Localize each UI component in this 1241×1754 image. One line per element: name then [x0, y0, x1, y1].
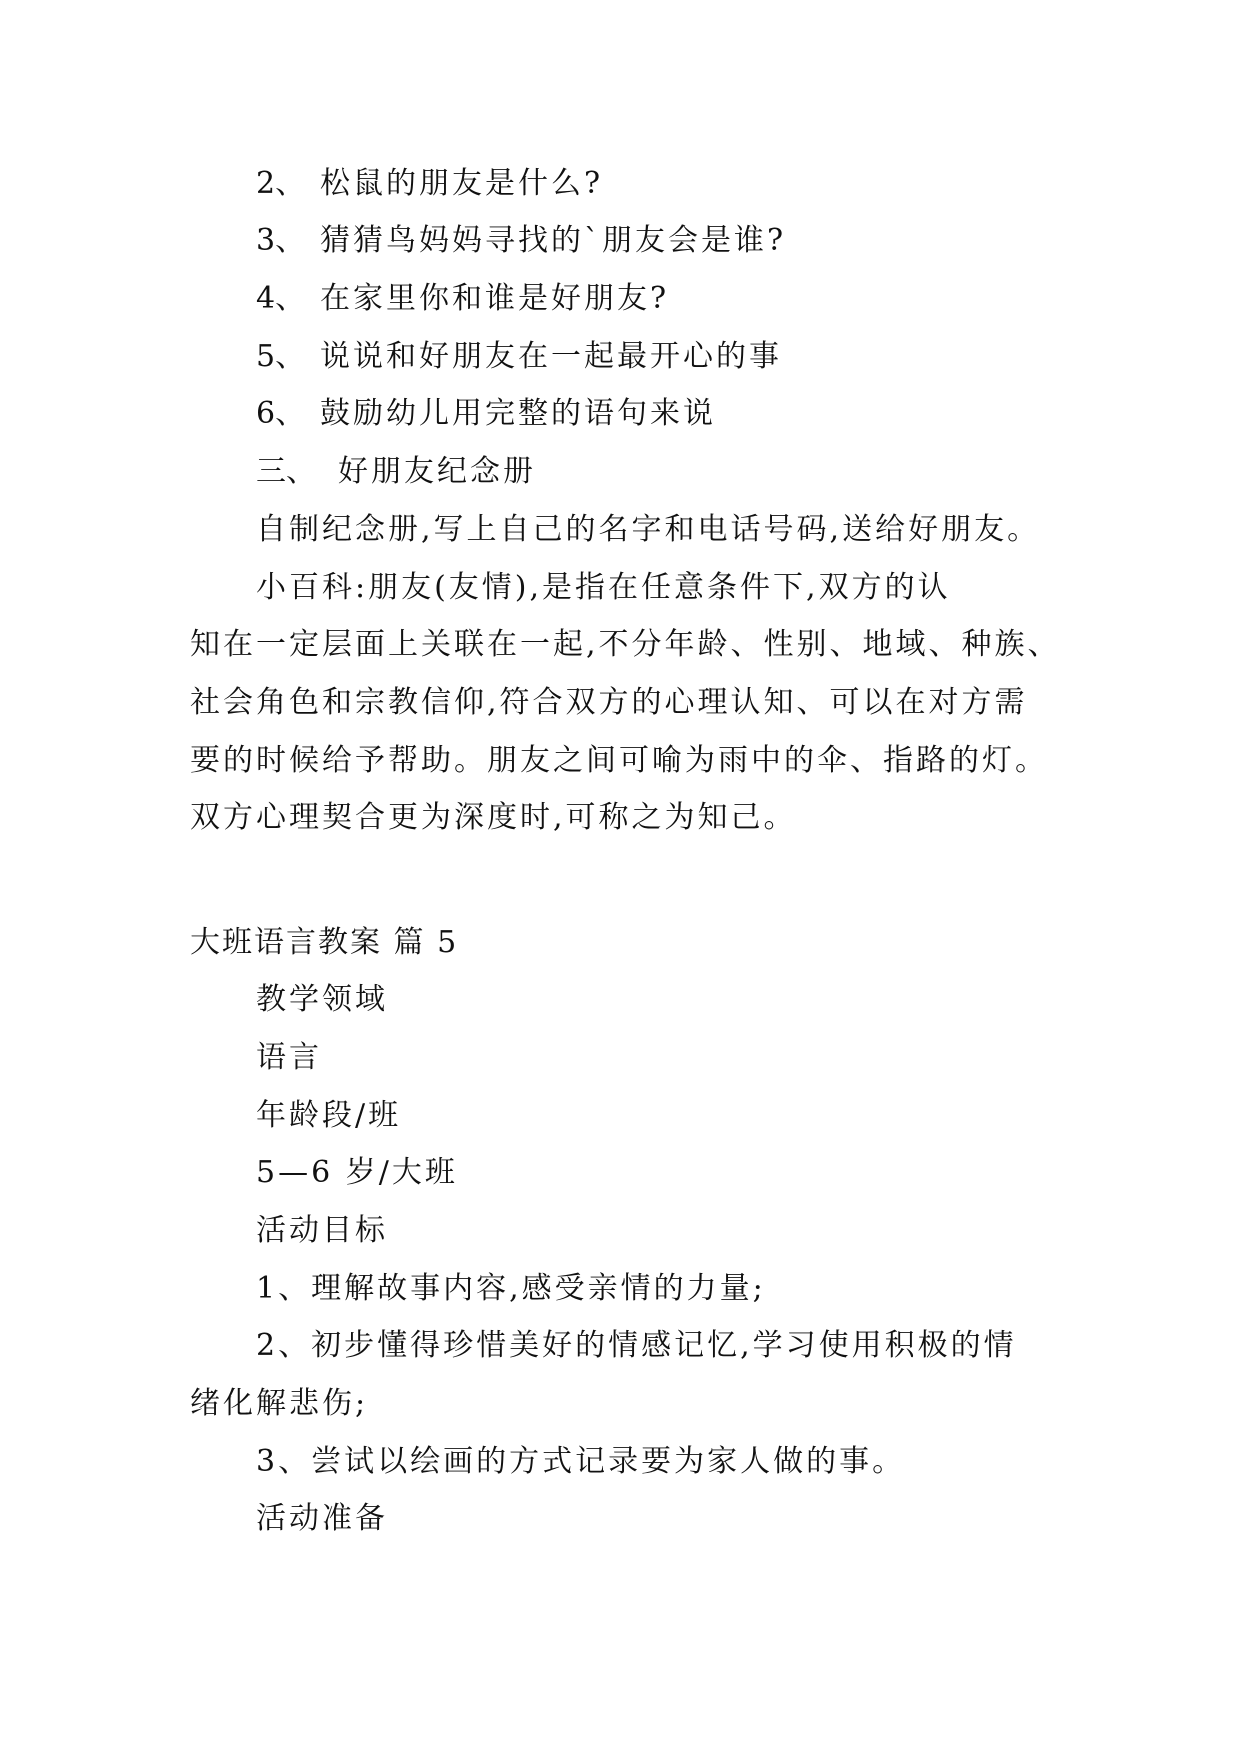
age-value: 5—6 岁/大班	[256, 1155, 458, 1190]
goals-label: 活动目标	[256, 1213, 388, 1248]
field-label: 教学领域	[256, 982, 388, 1017]
paragraph-line: 自制纪念册,写上自己的名字和电话号码,送给好朋友。	[256, 512, 1041, 547]
question-item: 6、 鼓励幼儿用完整的语句来说	[256, 396, 716, 431]
question-item: 2、 松鼠的朋友是什么?	[256, 166, 604, 201]
question-item: 4、 在家里你和谁是好朋友?	[256, 281, 670, 316]
paragraph-line: 双方心理契合更为深度时,可称之为知己。	[190, 800, 797, 835]
goal-item: 1、理解故事内容,感受亲情的力量;	[256, 1271, 766, 1306]
age-label: 年龄段/班	[256, 1098, 402, 1133]
goal-item: 2、初步懂得珍惜美好的情感记忆,学习使用积极的情	[256, 1328, 1017, 1363]
paragraph-line: 小百科:朋友(友情),是指在任意条件下,双方的认	[256, 570, 951, 605]
prep-label: 活动准备	[256, 1501, 388, 1536]
paragraph-line: 社会角色和宗教信仰,符合双方的心理认知、可以在对方需	[190, 685, 1028, 720]
goal-item: 3、尝试以绘画的方式记录要为家人做的事。	[256, 1444, 906, 1479]
paragraph-line: 要的时候给予帮助。朋友之间可喻为雨中的伞、指路的灯。	[190, 743, 1048, 778]
field-value: 语言	[256, 1040, 322, 1075]
goal-item-continuation: 绪化解悲伤;	[190, 1386, 369, 1421]
section-heading: 三、 好朋友纪念册	[256, 454, 536, 489]
question-item: 5、 说说和好朋友在一起最开心的事	[256, 339, 782, 374]
question-item: 3、 猜猜鸟妈妈寻找的`朋友会是谁?	[256, 223, 787, 258]
paragraph-line: 知在一定层面上关联在一起,不分年龄、性别、地域、种族、	[190, 627, 1061, 662]
lesson-title: 大班语言教案 篇 5	[190, 925, 459, 960]
